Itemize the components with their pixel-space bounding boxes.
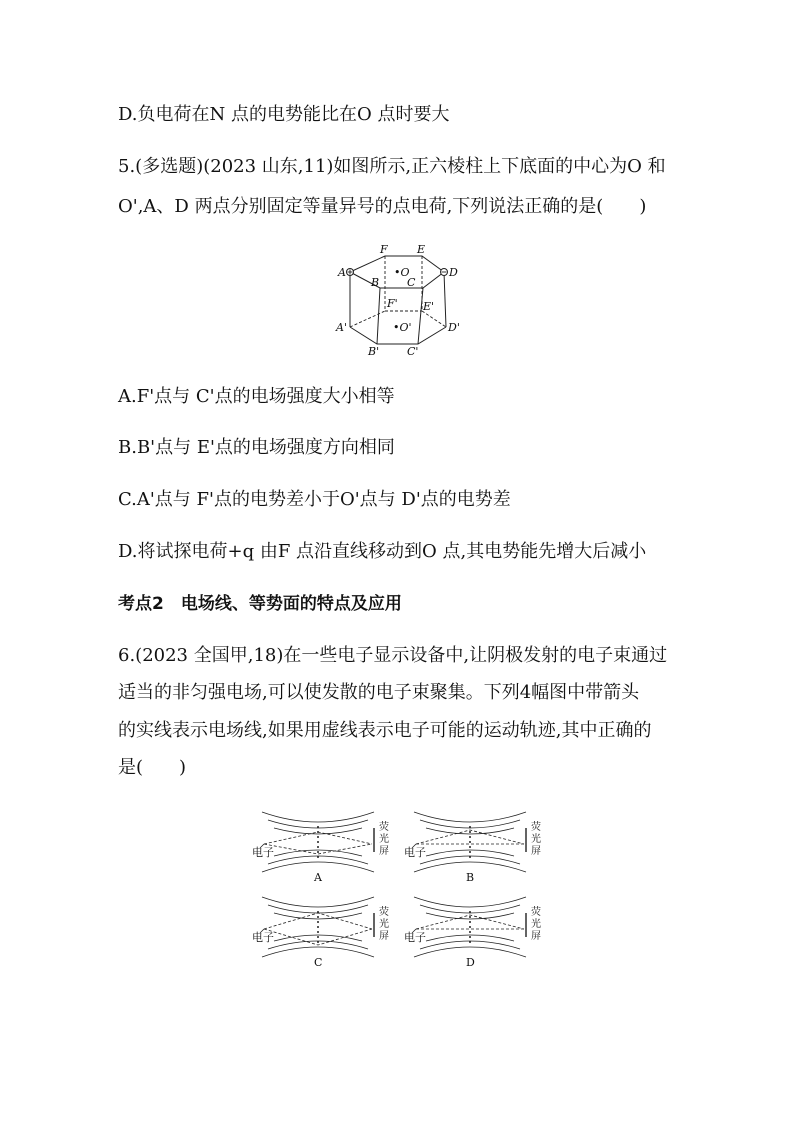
prism-label-b: B — [371, 276, 380, 289]
prism-label-a: A — [338, 266, 346, 279]
screen-label: 光 — [531, 834, 541, 845]
field-line — [414, 897, 526, 907]
screen-label: 光 — [379, 834, 389, 845]
field-dot — [469, 836, 471, 838]
prism-label-c: C — [407, 276, 416, 289]
hexagonal-prism-figure — [335, 240, 465, 360]
panel-name: B — [466, 871, 475, 884]
panel-b — [404, 812, 541, 884]
question-6-line-3: 的实线表示电场线,如果用虚线表示电子可能的运动轨迹,其中正确的 — [118, 720, 652, 741]
field-dot — [317, 851, 319, 853]
question-5-line-2: O',A、D 两点分别固定等量异号的点电荷,下列说法正确的是( ) — [118, 196, 647, 217]
field-line — [262, 897, 374, 907]
prism-label-f-prime: F' — [387, 297, 398, 310]
field-dot — [469, 911, 471, 913]
field-dot — [317, 826, 319, 828]
field-dot — [469, 846, 471, 848]
screen-label: 荧 — [379, 907, 389, 918]
electron-label: 电子 — [404, 846, 426, 859]
field-dot — [469, 921, 471, 923]
screen-label: 屏 — [379, 931, 389, 942]
panel-d — [404, 897, 541, 969]
field-dot — [469, 916, 471, 918]
field-dot — [317, 941, 319, 943]
electron-label: 电子 — [404, 931, 426, 944]
prism-label-d-prime: D' — [448, 321, 460, 334]
prism-label-c-prime: C' — [407, 345, 419, 358]
panel-name: D — [466, 956, 475, 969]
field-dot — [469, 856, 471, 858]
field-dot — [317, 926, 319, 928]
field-dot — [317, 836, 319, 838]
section-heading: 考点2 电场线、等势面的特点及应用 — [118, 594, 402, 614]
option-a: A.F'点与 C'点的电场强度大小相等 — [118, 386, 395, 407]
prism-label-e: E — [417, 243, 426, 256]
field-dot — [469, 941, 471, 943]
screen-label: 荧 — [531, 907, 541, 918]
electron-label: 电子 — [252, 931, 274, 944]
panel-name: C — [314, 956, 323, 969]
prism-label-o-prime: •O' — [393, 321, 412, 334]
prism-label-e-prime: E' — [423, 300, 435, 313]
option-d-previous: D.负电荷在N 点的电势能比在O 点时要大 — [118, 104, 450, 125]
screen-label: 光 — [379, 919, 389, 930]
field-dot — [469, 831, 471, 833]
option-b: B.B'点与 E'点的电场强度方向相同 — [118, 437, 395, 458]
panel-name: A — [314, 871, 322, 884]
screen-label: 屏 — [531, 846, 541, 857]
field-dot — [469, 936, 471, 938]
field-line — [414, 812, 526, 822]
field-dot — [469, 931, 471, 933]
field-dot — [317, 846, 319, 848]
prism-label-f: F — [380, 243, 388, 256]
field-dot — [469, 851, 471, 853]
question-6-line-4: 是( ) — [118, 757, 187, 778]
field-dot — [317, 856, 319, 858]
prism-label-b-prime: B' — [368, 345, 380, 358]
prism-label-d: D — [449, 266, 458, 279]
prism-label-o: •O — [394, 266, 410, 279]
electron-label: 电子 — [252, 846, 274, 859]
screen-label: 光 — [531, 919, 541, 930]
field-dot — [317, 916, 319, 918]
field-dot — [469, 841, 471, 843]
field-line — [262, 812, 374, 822]
option-c: C.A'点与 F'点的电势差小于O'点与 D'点的电势差 — [118, 489, 511, 510]
field-dot — [317, 841, 319, 843]
screen-label: 屏 — [531, 931, 541, 942]
field-dot — [469, 926, 471, 928]
question-6-line-2: 适当的非匀强电场,可以使发散的电子束聚集。下列4幅图中带箭头 — [118, 682, 640, 703]
screen-label: 屏 — [379, 846, 389, 857]
field-dot — [469, 826, 471, 828]
field-dot — [317, 931, 319, 933]
field-dot — [317, 936, 319, 938]
field-line-panels-figure — [250, 810, 550, 975]
prism-label-a-prime: A' — [336, 321, 347, 334]
panel-c — [252, 897, 389, 969]
panel-a — [252, 812, 389, 884]
question-5-line-1: 5.(多选题)(2023 山东,11)如图所示,正六棱柱上下底面的中心为O 和 — [118, 156, 666, 177]
field-dot — [317, 921, 319, 923]
screen-label: 荧 — [379, 822, 389, 833]
screen-label: 荧 — [531, 822, 541, 833]
question-6-line-1: 6.(2023 全国甲,18)在一些电子显示设备中,让阴极发射的电子束通过 — [118, 645, 668, 666]
option-d: D.将试探电荷+q 由F 点沿直线移动到O 点,其电势能先增大后减小 — [118, 541, 647, 562]
